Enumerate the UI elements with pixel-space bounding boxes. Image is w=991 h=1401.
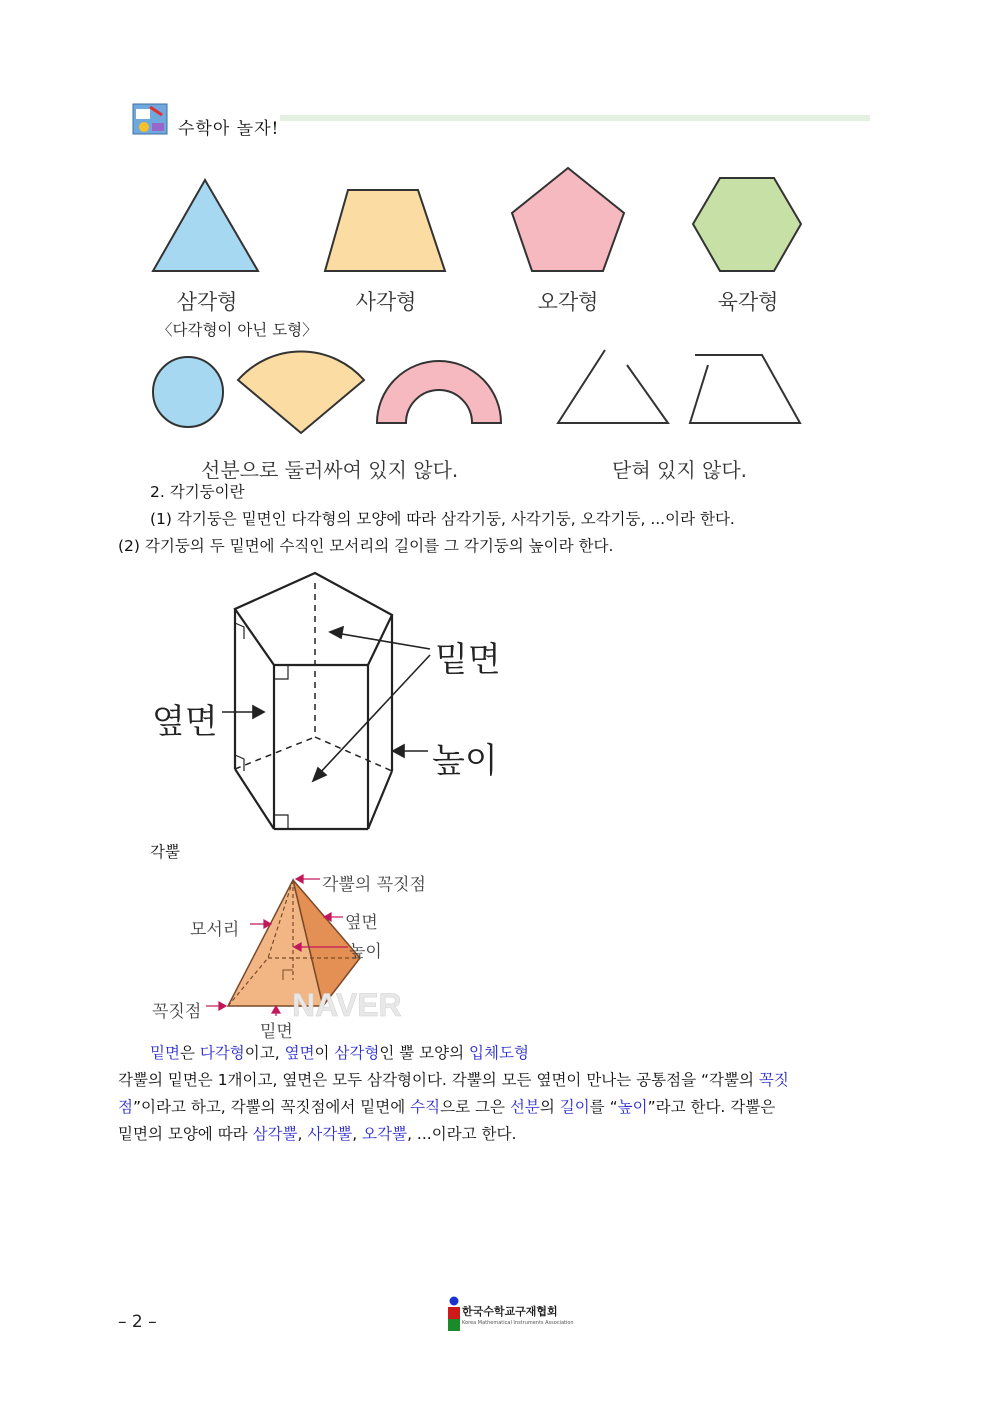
para-text: ”이라고 하고, 각뿔의 꼭짓점에서 밑면에 bbox=[132, 1098, 411, 1116]
para-term: 사각뿔 bbox=[307, 1125, 353, 1143]
pyramid-label-apex: 각뿔의 꼭짓점 bbox=[322, 875, 426, 895]
hexagon-shape bbox=[693, 178, 801, 271]
para-text: , bbox=[297, 1125, 308, 1143]
pyramid-label-edge: 모서리 bbox=[190, 920, 240, 940]
trapezoid-shape bbox=[325, 190, 445, 271]
sector-shape bbox=[238, 352, 364, 433]
para-term: 선분 bbox=[509, 1098, 540, 1116]
para-text: 밑면의 모양에 따라 bbox=[118, 1125, 253, 1143]
polygon-shapes bbox=[140, 165, 820, 280]
non-polygon-caption-right: 닫혀 있지 않다. bbox=[612, 458, 747, 482]
para-term: 길이 bbox=[559, 1098, 590, 1116]
header-title: 수학아 놀자! bbox=[178, 119, 280, 139]
paragraph-line-1 bbox=[118, 1067, 789, 1094]
pyramid-definition bbox=[150, 1040, 529, 1067]
circle-shape bbox=[153, 357, 223, 427]
non-polygon-caption-left: 선분으로 둘러싸여 있지 않다. bbox=[201, 458, 459, 482]
para-text: 각뿔의 밑면은 1개이고, 옆면은 모두 삼각형이다. 각뿔의 모든 옆면이 만나는 공통점을 “각뿔의 bbox=[118, 1071, 759, 1089]
def-term-base: 밑면 bbox=[150, 1044, 180, 1062]
def-text: 인 뿔 모양의 bbox=[379, 1044, 470, 1062]
paragraph-line-3 bbox=[118, 1121, 516, 1148]
prism-heading: 2. 각기둥이란 bbox=[150, 483, 245, 501]
def-term-solid: 입체도형 bbox=[469, 1044, 529, 1062]
org-logo-icon bbox=[446, 1296, 462, 1332]
polygon-label-pentagon: 오각형 bbox=[537, 290, 599, 314]
page-number: – 2 – bbox=[118, 1312, 157, 1332]
pentagon-shape bbox=[512, 168, 624, 271]
para-term: 오각뿔 bbox=[362, 1125, 408, 1143]
polygon-label-hexagon: 육각형 bbox=[717, 290, 779, 314]
prism-item-1: (1) 각기둥은 밑면인 다각형의 모양에 따라 삼각기둥, 사각기둥, 오각기둥, ...이라 한다. bbox=[150, 510, 735, 528]
prism-label-base: 밑면 bbox=[435, 640, 501, 680]
triangle-shape bbox=[153, 180, 258, 271]
para-term: 수직 bbox=[410, 1098, 441, 1116]
def-term-triangle: 삼각형 bbox=[334, 1044, 380, 1062]
para-text: , ...이라고 한다. bbox=[407, 1125, 517, 1143]
para-text: , bbox=[352, 1125, 363, 1143]
pyramid-label-vertex: 꼭짓점 bbox=[152, 1002, 202, 1022]
org-name: 한국수학교구재협회 bbox=[462, 1305, 558, 1318]
def-text: 이고, bbox=[244, 1044, 285, 1062]
open-trapezoid-shape bbox=[690, 355, 800, 423]
header-logo-icon bbox=[132, 103, 168, 135]
para-text: ”라고 한다. 각뿔은 bbox=[647, 1098, 776, 1116]
prism-item-2: (2) 각기둥의 두 밑면에 수직인 모서리의 길이를 그 각기둥의 높이라 한다. bbox=[118, 537, 614, 555]
pyramid-label-face: 옆면 bbox=[345, 913, 378, 933]
prism-label-side: 옆면 bbox=[152, 702, 218, 742]
def-term-side: 옆면 bbox=[284, 1044, 315, 1062]
pyramid-label-base: 밑면 bbox=[260, 1022, 293, 1042]
def-term-polygon: 다각형 bbox=[199, 1044, 245, 1062]
non-polygon-title: 〈다각형이 아닌 도형〉 bbox=[157, 321, 318, 339]
header-divider bbox=[280, 115, 870, 121]
def-text: 은 bbox=[179, 1044, 200, 1062]
open-triangle-shape bbox=[558, 350, 668, 423]
para-text: 으로 그은 bbox=[440, 1098, 510, 1116]
non-polygon-shapes bbox=[140, 345, 820, 440]
def-text: 이 bbox=[314, 1044, 335, 1062]
pyramid-label-height: 높이 bbox=[349, 942, 382, 962]
para-text: 의 bbox=[539, 1098, 560, 1116]
arch-shape bbox=[377, 361, 501, 423]
paragraph-line-2 bbox=[118, 1094, 775, 1121]
prism-label-height: 높이 bbox=[432, 741, 498, 781]
polygon-label-triangle: 삼각형 bbox=[176, 290, 238, 314]
para-term: 꼭짓 bbox=[758, 1071, 789, 1089]
para-term: 삼각뿔 bbox=[252, 1125, 298, 1143]
pyramid-heading: 각뿔 bbox=[150, 843, 180, 861]
polygon-label-quadrilateral: 사각형 bbox=[355, 290, 417, 314]
para-text: 를 “ bbox=[589, 1098, 618, 1116]
org-name-en: Korea Mathematical Instruments Association bbox=[462, 1320, 574, 1326]
para-term: 점 bbox=[118, 1098, 133, 1116]
watermark-text: NAVER bbox=[292, 987, 402, 1023]
para-term: 높이 bbox=[617, 1098, 648, 1116]
